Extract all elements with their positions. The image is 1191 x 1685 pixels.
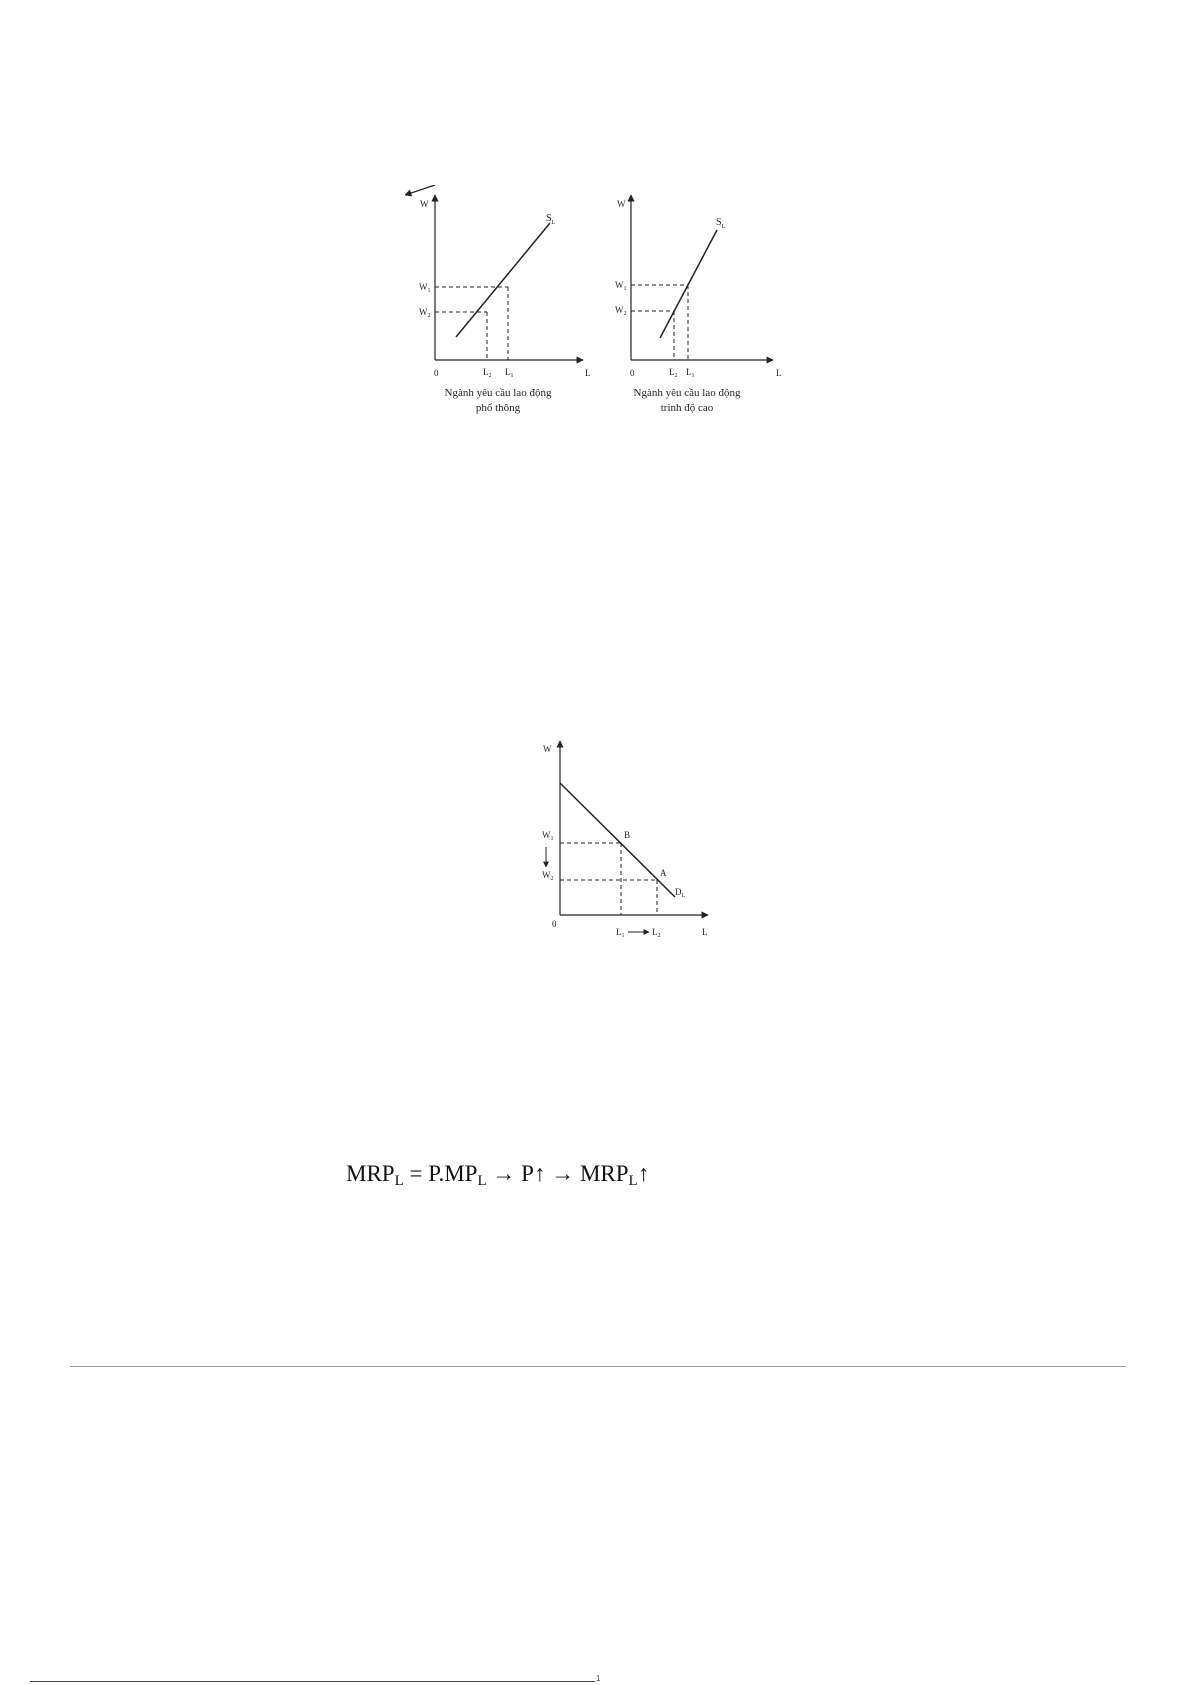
demand-y-axis-label: W [543,744,552,754]
right-panel-skilled-labor [615,195,782,414]
price-term: P [521,1161,534,1186]
w2-label: $W_2$ [542,870,554,882]
labor-supply-figure [405,185,810,425]
l1-label: $L_1$ [616,927,625,939]
footnote-mark: 1 [596,1674,601,1683]
left-caption-line2: phổ thông [475,402,521,414]
right-supply-label: $S_L$ [716,217,726,230]
demand-curve-label: $D_L$ [675,887,686,899]
right-w2-label: $W_2$ [615,305,627,317]
subscript-l: L [394,1173,404,1189]
w1-label: $W_1$ [542,830,554,842]
right-caption-line2: trình độ cao [660,402,714,414]
right-l2-label: $L_2$ [669,367,678,379]
right-x-axis-label: L [776,368,782,378]
subscript-l: L [628,1173,638,1189]
left-x-axis-label: L [585,368,591,378]
left-y-axis [405,185,435,195]
subscript-l: L [477,1173,487,1189]
l2-label: $L_2$ [652,927,661,939]
up-arrow-icon: ↑ [533,1161,546,1186]
footnote-rule [30,1681,595,1682]
demand-origin-label: 0 [552,919,557,929]
left-caption-line1: Ngành yêu cầu lao động [444,387,552,399]
right-w1-label: $W_1$ [615,280,627,292]
labor-supply-diagrams [405,185,810,425]
demand-x-axis-label: L [702,927,708,937]
left-l1-label: $L_1$ [505,367,514,379]
left-supply-curve [456,223,550,337]
left-w2-label: $W_2$ [419,307,431,319]
point-b-label: B [624,830,631,840]
mrp-term: MRP [346,1161,395,1186]
labor-demand-diagram [530,735,725,945]
mrp-term: MRP [579,1161,629,1186]
left-supply-label: $S_L$ [546,213,556,226]
implies-arrow: → [551,1161,575,1186]
left-panel-general-labor [405,185,591,414]
point-a-label: A [660,868,667,878]
left-origin-label: 0 [434,368,439,378]
mrp-formula [346,1161,676,1195]
right-y-axis-label: W [617,199,626,209]
implies-arrow: → [492,1161,516,1186]
left-y-axis-label: W [420,199,429,209]
up-arrow-icon: ↑ [637,1161,650,1186]
equals-p-mp: = P.MP [403,1161,478,1186]
right-l1-label: $L_1$ [686,367,695,379]
left-l2-label: $L_2$ [483,367,492,379]
right-origin-label: 0 [630,368,635,378]
left-w1-label: $W_1$ [419,282,431,294]
page-divider [70,1366,1126,1367]
right-caption-line1: Ngành yêu cầu lao động [633,387,741,399]
labor-demand-figure [530,735,725,945]
